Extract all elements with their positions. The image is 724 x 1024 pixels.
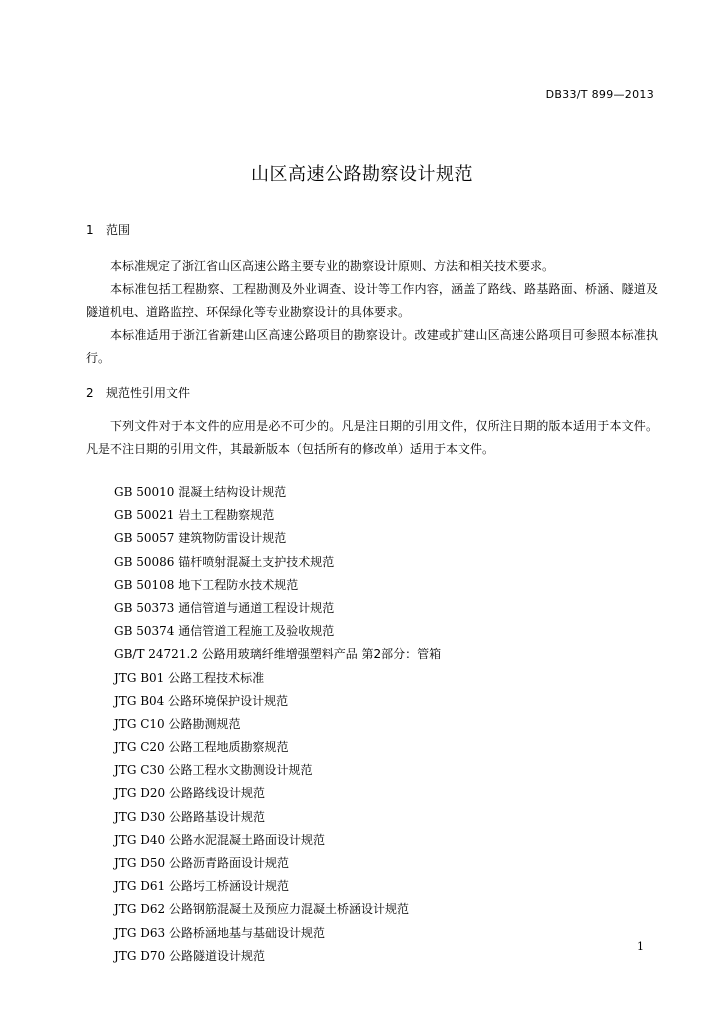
- reference-title: 公路工程技术标准: [168, 670, 265, 685]
- reference-code: GB 50086: [114, 554, 175, 569]
- reference-title: 公路沥青路面设计规范: [168, 856, 289, 870]
- section-heading-scope: [86, 221, 130, 238]
- reference-code: JTG C20: [114, 740, 165, 755]
- reference-title: 公路工程水文勘测设计规范: [168, 763, 313, 778]
- reference-title: 混凝土结构设计规范: [178, 485, 287, 499]
- reference-item: [114, 713, 441, 736]
- section-heading-normative-references: [86, 384, 190, 401]
- reference-item: [114, 597, 441, 620]
- page-number: 1: [637, 940, 644, 953]
- reference-item: [114, 736, 441, 759]
- reference-code: GB 50057: [114, 531, 175, 546]
- reference-code: JTG D40: [114, 832, 166, 847]
- reference-code: GB 50021: [114, 508, 175, 523]
- reference-code: GB 50374: [114, 624, 175, 639]
- reference-title: 公路勘测规范: [168, 716, 241, 731]
- document-title: 山区高速公路勘察设计规范: [251, 164, 473, 185]
- references-intro: 下列文件对于本文件的应用是必不可少的。凡是注日期的引用文件，仅所注日期的版本适用于本文件。凡是不注日期的引用文件，其最新版本（包括所有的修改单）适用于本文件。: [86, 419, 658, 456]
- reference-code: GB 50108: [114, 577, 175, 592]
- reference-item: [114, 829, 441, 852]
- reference-title: 公路隧道设计规范: [168, 948, 265, 963]
- scope-paragraph: 本标准规定了浙江省山区高速公路主要专业的勘察设计原则、方法和相关技术要求。: [110, 259, 555, 273]
- reference-item: [114, 945, 441, 968]
- reference-title: 锚杆喷射混凝土支护技术规范: [178, 554, 335, 569]
- reference-code: JTG D30: [114, 809, 166, 824]
- reference-code: JTG D50: [114, 856, 166, 870]
- reference-item: [114, 875, 441, 898]
- reference-code: JTG C30: [114, 763, 165, 778]
- reference-code: JTG D20: [114, 786, 166, 801]
- reference-title: 岩土工程勘察规范: [178, 508, 275, 523]
- reference-title: 建筑物防雷设计规范: [178, 531, 287, 546]
- reference-code: JTG C10: [114, 716, 165, 731]
- reference-item: [114, 551, 441, 574]
- reference-item: [114, 690, 441, 713]
- reference-item: [114, 574, 441, 597]
- reference-title: 通信管道工程施工及验收规范: [178, 624, 335, 639]
- reference-item: [114, 527, 441, 550]
- reference-code: JTG D62: [114, 902, 166, 917]
- reference-item: [114, 481, 441, 504]
- reference-item: [114, 504, 441, 527]
- reference-title: 公路桥涵地基与基础设计规范: [168, 925, 325, 940]
- reference-code: GB 50373: [114, 600, 175, 615]
- reference-item: [114, 898, 441, 921]
- reference-item: [114, 922, 441, 945]
- reference-title: 公路水泥混凝土路面设计规范: [168, 832, 325, 847]
- scope-paragraph: 本标准包括工程勘察、工程勘测及外业调查、设计等工作内容，涵盖了路线、路基路面、桥涵、隧道及隧道机电、道路监控、环保绿化等专业勘察设计的具体要求。: [86, 282, 658, 319]
- reference-item: [114, 852, 441, 875]
- reference-title: 地下工程防水技术规范: [178, 577, 299, 592]
- reference-list: [114, 481, 441, 968]
- section-title: 范围: [106, 223, 131, 237]
- reference-code: JTG D61: [114, 879, 166, 894]
- reference-code: JTG D63: [114, 925, 166, 940]
- reference-item: [114, 620, 441, 643]
- reference-title: 公路路基设计规范: [168, 809, 265, 824]
- reference-title: 公路用玻璃纤维增强塑料产品 第2部分：管箱: [201, 647, 442, 662]
- reference-title: 公路圬工桥涵设计规范: [168, 879, 289, 894]
- reference-item: [114, 759, 441, 782]
- reference-item: [114, 667, 441, 690]
- reference-item: [114, 643, 441, 666]
- reference-item: [114, 806, 441, 829]
- reference-title: 通信管道与通道工程设计规范: [178, 600, 335, 615]
- reference-item: [114, 782, 441, 805]
- section-title: 规范性引用文件: [106, 386, 191, 400]
- reference-code: JTG B04: [114, 693, 165, 708]
- reference-title: 公路环境保护设计规范: [168, 693, 289, 708]
- reference-code: GB 50010: [114, 485, 175, 499]
- scope-paragraph: 本标准适用于浙江省新建山区高速公路项目的勘察设计。改建或扩建山区高速公路项目可参照本标准执行。: [86, 328, 658, 365]
- reference-title: 公路工程地质勘察规范: [168, 740, 289, 755]
- reference-code: GB/T 24721.2: [114, 647, 198, 662]
- reference-code: JTG B01: [114, 670, 165, 685]
- reference-title: 公路路线设计规范: [168, 786, 265, 801]
- reference-code: JTG D70: [114, 948, 166, 963]
- standard-number: DB33/T 899—2013: [545, 88, 654, 101]
- section-number: 2: [86, 386, 94, 400]
- reference-title: 公路钢筋混凝土及预应力混凝土桥涵设计规范: [168, 902, 409, 917]
- section-number: 1: [86, 223, 94, 237]
